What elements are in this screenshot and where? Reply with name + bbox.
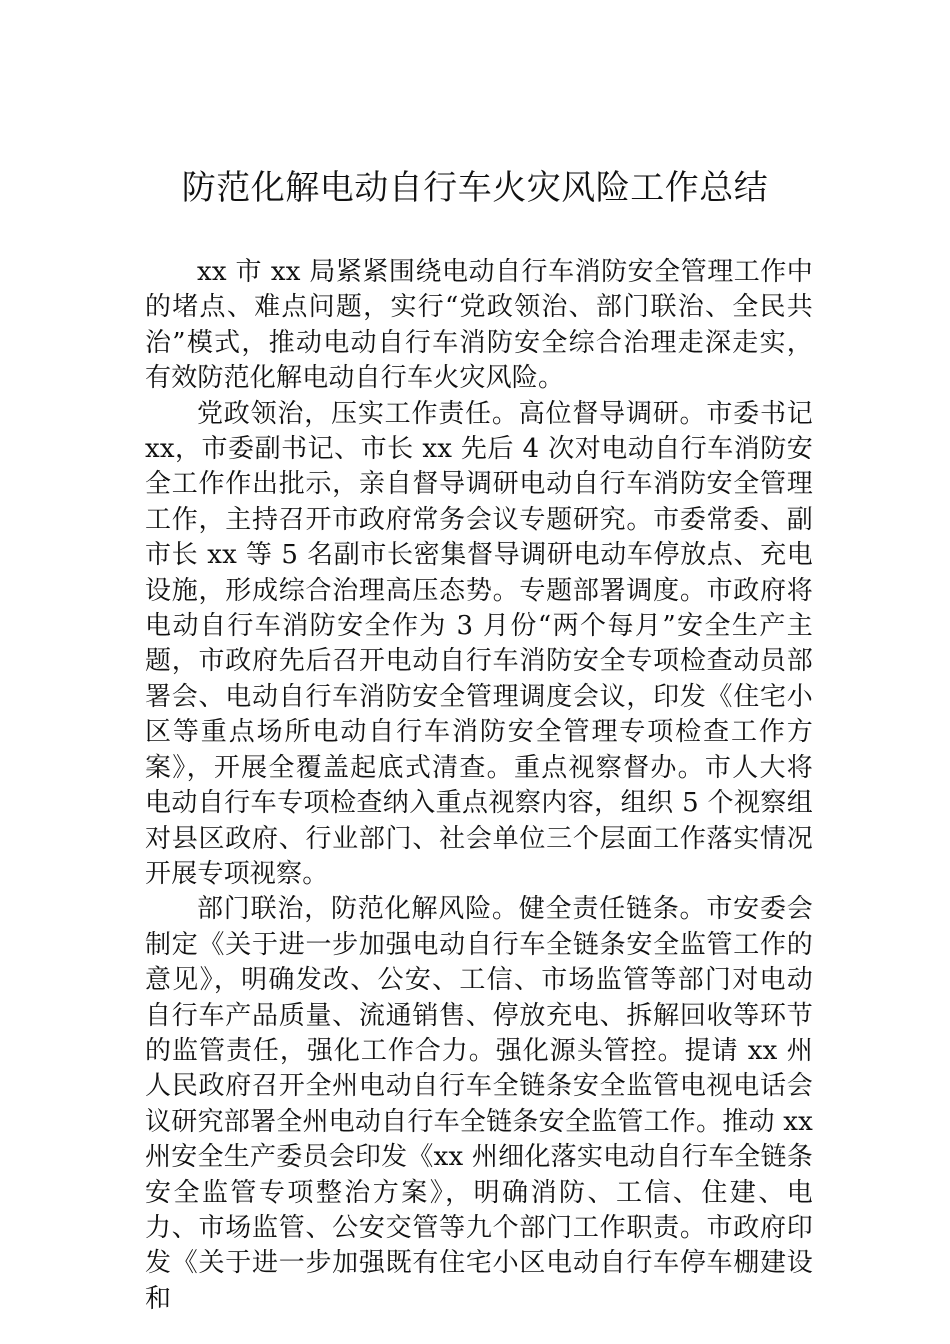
paragraph-department-governance: 部门联治，防范化解风险。健全责任链条。市安委会制定《关于进一步加强电动自行车全链条安全监管工作的意见》，明确发改、公安、工信、市场监管等部门对电动自行车产品质量、流通销售、停放充电、拆解回收等环节的监管责任，强化工作合力。强化源头管控。提请 xx 州人民政府召开全州电动自行车全链条安全监管电视电话会议研究部署全州电动自行车全链条安全监管工作。推动 xx 州安全生产委员会印发《xx 州细化落实电动自行车全链条安全监管专项整治方案》，明确消防、工信、住建、电力、市场监管、公安交管等九个部门工作职责。市政府印发《关于进一步加强既有住宅小区电动自行车停车棚建设和 — [145, 894, 813, 1314]
paragraph-party-government: 党政领治，压实工作责任。高位督导调研。市委书记 xx，市委副书记、市长 xx 先后 4 次对电动自行车消防安全工作作出批示，亲自督导调研电动自行车消防安全管理工作，主持召开市政府常务会议专题研究。市委常委、副市长 xx 等 5 名副市长密集督导调研电动车停放点、充电设施，形成综合治理高压态势。专题部署调度。市政府将电动自行车消防安全作为 3 月份“两个每月”安全生产主题，市政府先后召开电动自行车消防安全专项检查动员部署会、电动自行车消防安全管理调度会议，印发《住宅小区等重点场所电动自行车消防安全管理专项检查工作方案》，开展全覆盖起底式清查。重点视察督办。市人大将电动自行车专项检查纳入重点视察内容，组织 5 个视察组对县区政府、行业部门、社会单位三个层面工作落实情况开展专项视察。 — [145, 398, 813, 889]
document-title: 防范化解电动自行车火灾风险工作总结 — [181, 168, 769, 208]
document-body — [145, 255, 813, 1317]
paragraph-intro: xx 市 xx 局紧紧围绕电动自行车消防安全管理工作中的堵点、难点问题，实行“党政领治、部门联治、全民共治”模式，推动电动自行车消防安全综合治理走深走实，有效防范化解电动自行车火灾风险。 — [145, 257, 813, 394]
